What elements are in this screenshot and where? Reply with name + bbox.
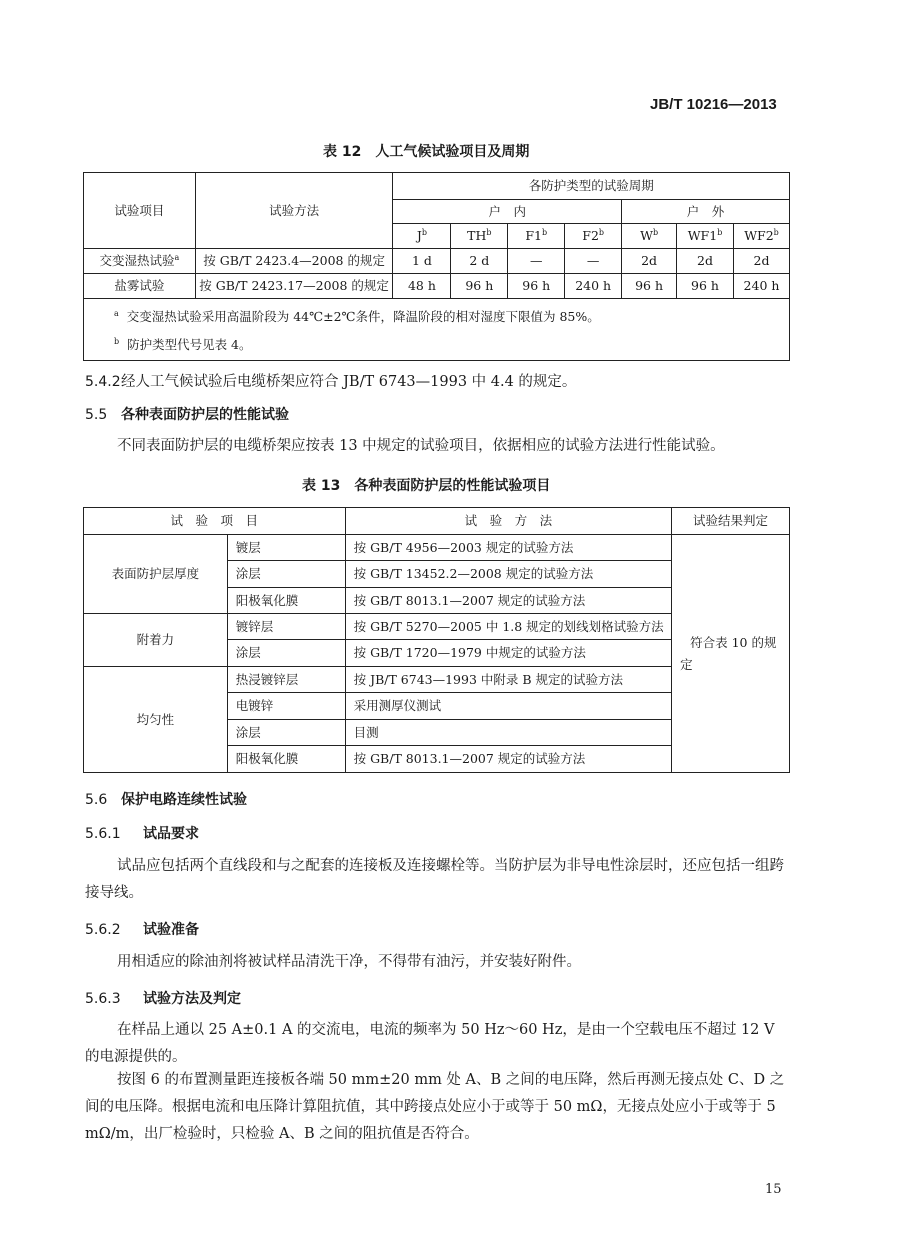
- table-13-subitem: 阳极氧化膜: [227, 746, 345, 773]
- table-13-method: 按 GB/T 1720—1979 中规定的试验方法: [345, 640, 672, 667]
- table-13-subitem: 涂层: [227, 561, 345, 588]
- table-cell: —: [565, 249, 622, 274]
- table-12-type: WF1$^b$: [677, 224, 734, 249]
- table-13-subitem: 电镀锌: [227, 693, 345, 720]
- table-12-type: $TH^b$: [451, 224, 508, 249]
- table-12-type: F2$^b$: [565, 224, 622, 249]
- table-12-type: F1$^b$: [508, 224, 565, 249]
- table-13-header-item: 试 验 项 目: [84, 508, 346, 535]
- table-13-subitem: 镀层: [227, 535, 345, 561]
- section-5-6-3-para-2: 按图 6 的布置测量距连接板各端 50 mm±20 mm 处 A、B 之间的电压降，然后再测无接点处 C、D 之间的电压降。根据电流和电压降计算阻抗值，其中跨接点处应小于或等于 50 mΩ，无接点处应小于或等于 5 mΩ/m，出厂检验时，只检验 A、B 之间的阻抗值是否符合。: [85, 1072, 785, 1142]
- table-13-method: 按 GB/T 8013.1—2007 规定的试验方法: [345, 746, 672, 773]
- table-13-header-result: 试验结果判定: [672, 508, 790, 535]
- table-13-method: 按 JB/T 6743—1993 中附录 B 规定的试验方法: [345, 667, 672, 693]
- table-13-subitem: 热浸镀锌层: [227, 667, 345, 693]
- table-13-header-method: 试 验 方 法: [345, 508, 672, 535]
- section-5-4-2: 5.4.2经人工气候试验后电缆桥架应符合 JB/T 6743—1993 中 4.4 的规定。: [85, 374, 577, 390]
- table-cell: 2d: [622, 249, 677, 274]
- table-12-header-indoor: 户 内: [393, 200, 622, 224]
- table-12-header-period: 各防护类型的试验周期: [393, 173, 790, 200]
- table-13-result: 符合表 10 的规 定: [672, 535, 790, 773]
- section-5-6-1-text: 试品应包括两个直线段和与之配套的连接板及连接螺栓等。当防护层为非导电性涂层时，还应包括一组跨接导线。: [85, 858, 784, 901]
- table-13-subitem: 镀锌层: [227, 614, 345, 640]
- table-cell: —: [508, 249, 565, 274]
- table-12-header-method: 试验方法: [195, 173, 393, 249]
- table-13-method: 按 GB/T 5270—2005 中 1.8 规定的划线划格试验方法: [345, 614, 672, 640]
- table-13-subitem: 阳极氧化膜: [227, 588, 345, 614]
- table-cell: 2d: [677, 249, 734, 274]
- table-13-subitem: 涂层: [227, 720, 345, 746]
- table-12-type: WF2$^b$: [733, 224, 789, 249]
- table-cell: 2d: [733, 249, 789, 274]
- table-12-item: 交变湿热试验$^a$: [84, 249, 196, 274]
- table-13-group: 表面防护层厚度: [84, 535, 228, 614]
- table-cell: 96 h: [451, 274, 508, 299]
- table-cell: 2 d: [451, 249, 508, 274]
- section-5-6-3-para-1: 在样品上通以 25 A±0.1 A 的交流电，电流的频率为 50 Hz～60 Hz，是由一个空载电压不超过 12 V 的电源提供的。: [85, 1022, 775, 1065]
- table-13-group: 附着力: [84, 614, 228, 667]
- table-12-header-outdoor: 户 外: [622, 200, 790, 224]
- table-13-method: 按 GB/T 13452.2—2008 规定的试验方法: [345, 561, 672, 588]
- table-13: [83, 507, 790, 773]
- table-12-title: 表 12 人工气候试验项目及周期: [323, 144, 530, 160]
- section-5-6-1-heading: 5.6.1 试品要求: [85, 826, 199, 842]
- table-cell: 96 h: [622, 274, 677, 299]
- table-12-method: 按 GB/T 2423.4—2008 的规定: [195, 249, 393, 274]
- table-12-item: 盐雾试验: [84, 274, 196, 299]
- table-13-subitem: 涂层: [227, 640, 345, 667]
- table-13-method: 目测: [345, 720, 672, 746]
- section-5-6-3-heading: 5.6.3 试验方法及判定: [85, 991, 241, 1007]
- table-row: [84, 249, 790, 274]
- table-13-title: 表 13 各种表面防护层的性能试验项目: [302, 478, 551, 494]
- table-cell: 96 h: [677, 274, 734, 299]
- table-12: [83, 172, 790, 361]
- table-12-note-a: $^a$ 交变湿热试验采用高温阶段为 44℃±2℃条件，降温阶段的相对湿度下限值为 85%。: [114, 309, 600, 325]
- table-cell: 240 h: [733, 274, 789, 299]
- section-5-6-heading: 5.6 保护电路连续性试验: [85, 792, 247, 808]
- standard-code: JB/T 10216—2013: [650, 96, 777, 113]
- section-5-6-2-heading: 5.6.2 试验准备: [85, 922, 199, 938]
- table-13-method: 采用测厚仪测试: [345, 693, 672, 720]
- table-12-method: 按 GB/T 2423.17—2008 的规定: [195, 274, 393, 299]
- page-number: 15: [765, 1182, 782, 1197]
- section-5-6-2-text: 用相适应的除油剂将被试样品清洗干净，不得带有油污，并安装好附件。: [117, 954, 581, 970]
- table-12-type: $W^b$: [622, 224, 677, 249]
- table-row: [84, 535, 790, 561]
- table-12-type: $J^b$: [393, 224, 451, 249]
- section-5-5-heading: 5.5 各种表面防护层的性能试验: [85, 407, 289, 423]
- table-cell: 96 h: [508, 274, 565, 299]
- table-12-header-item: 试验项目: [84, 173, 196, 249]
- table-13-method: 按 GB/T 4956—2003 规定的试验方法: [345, 535, 672, 561]
- section-5-5-text: 不同表面防护层的电缆桥架应按表 13 中规定的试验项目，依据相应的试验方法进行性能试验。: [117, 438, 725, 454]
- table-12-note-b: $^b$ 防护类型代号见表 4。: [114, 336, 252, 352]
- table-13-group: 均匀性: [84, 667, 228, 773]
- table-cell: 1 d: [393, 249, 451, 274]
- table-13-method: 按 GB/T 8013.1—2007 规定的试验方法: [345, 588, 672, 614]
- table-cell: 240 h: [565, 274, 622, 299]
- table-row: [84, 274, 790, 299]
- table-12-notes: [84, 299, 790, 361]
- table-cell: 48 h: [393, 274, 451, 299]
